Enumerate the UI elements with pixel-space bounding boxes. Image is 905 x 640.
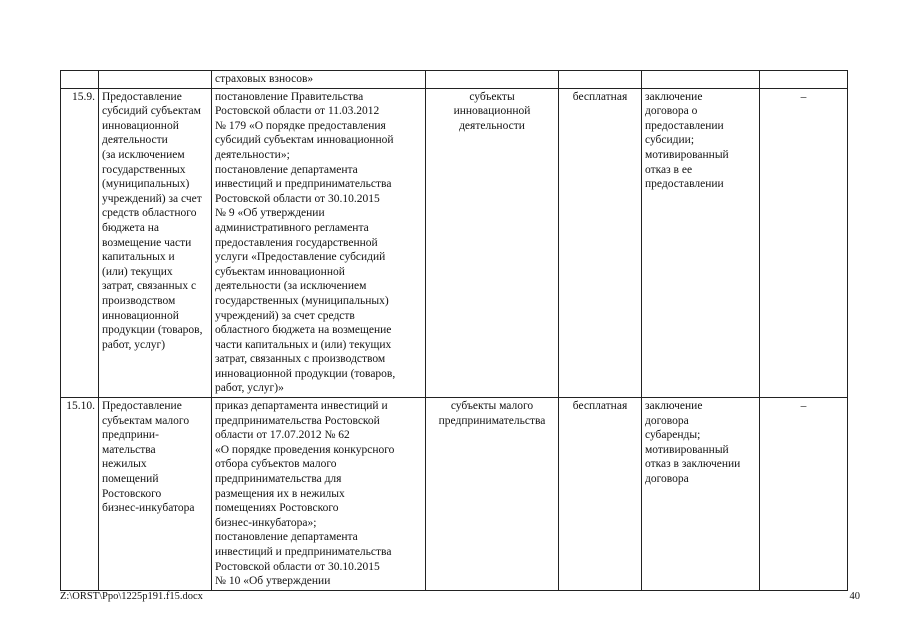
cell-law <box>212 398 426 591</box>
recipients-line: субъекты <box>469 90 515 103</box>
law-line: Ростовской области от 30.10.2015 <box>215 560 380 573</box>
law-line: инновационной продукции (товаров, <box>215 367 396 380</box>
law-line: государственных (муниципальных) <box>215 294 389 307</box>
table-row <box>61 88 848 397</box>
law-line: затрат, связанных с производством <box>215 353 386 366</box>
result-line: отказ в ее <box>645 163 693 176</box>
law-line: предоставления государственной <box>215 236 378 249</box>
law-line: постановление департамента <box>215 531 358 544</box>
service-line: помещений <box>102 473 159 486</box>
service-line: капитальных и <box>102 251 175 264</box>
cell-law <box>212 88 426 397</box>
law-line: «О порядке проведения конкурсного <box>215 443 395 456</box>
recipients-line: предпринимательства <box>438 414 546 427</box>
law-line: приказ департамента инвестиций и <box>215 400 388 413</box>
law-line: Ростовской области от 30.10.2015 <box>215 192 380 205</box>
law-line: отбора субъектов малого <box>215 458 337 471</box>
cell-cost <box>559 71 642 89</box>
service-line: инновационной <box>102 309 179 322</box>
service-line: деятельности <box>102 134 168 147</box>
result-line: заключение <box>645 400 703 413</box>
service-line: (или) текущих <box>102 265 173 278</box>
cell-recipients <box>426 71 559 89</box>
cell-cost: бесплатная <box>559 398 642 591</box>
cell-recipients <box>426 398 559 591</box>
cell-service <box>99 71 212 89</box>
result-line: предоставлении <box>645 178 724 191</box>
result-line: заключение <box>645 90 703 103</box>
law-line: работ, услуг)» <box>215 382 284 395</box>
law-line: областного бюджета на возмещение <box>215 324 392 337</box>
law-line: Ростовской области от 11.03.2012 <box>215 105 380 118</box>
recipients-line: инновационной <box>453 105 531 118</box>
law-line: помещениях Ростовского <box>215 502 339 515</box>
cell-num <box>61 71 99 89</box>
law-line: постановление департамента <box>215 163 358 176</box>
service-line: субъектам малого <box>102 414 190 427</box>
service-line: возмещение части <box>102 236 192 249</box>
service-line: Предоставление <box>102 400 182 413</box>
service-line: Ростовского <box>102 487 162 500</box>
service-line: Предоставление <box>102 90 182 103</box>
service-line: нежилых <box>102 458 147 471</box>
result-line: мотивированный <box>645 148 729 161</box>
result-line: договора <box>645 473 689 486</box>
service-line: учреждений) за счет <box>102 192 202 205</box>
table-row <box>61 398 848 591</box>
recipients-line: субъекты малого <box>450 400 534 413</box>
law-line: деятельности»; <box>215 148 290 161</box>
law-line: № 10 «Об утверждении <box>215 575 331 588</box>
law-line: части капитальных и (или) текущих <box>215 338 392 351</box>
cell-num: 15.10. <box>61 398 99 591</box>
cell-law <box>212 71 426 89</box>
law-line: учреждений) за счет средств <box>215 309 355 322</box>
service-line: средств областного <box>102 207 197 220</box>
cell-extra: – <box>760 88 848 397</box>
service-line: мательства <box>102 443 156 456</box>
result-line: субаренды; <box>645 429 701 442</box>
cell-result <box>642 88 760 397</box>
service-line: инновационной <box>102 119 179 132</box>
law-line: административного регламента <box>215 221 369 234</box>
cell-cost: бесплатная <box>559 88 642 397</box>
law-line: области от 17.07.2012 № 62 <box>215 429 350 442</box>
law-line: субсидий субъектам инновационной <box>215 134 394 147</box>
cell-extra: – <box>760 398 848 591</box>
service-line: производством <box>102 294 176 307</box>
service-line: затрат, связанных с <box>102 280 197 293</box>
law-line: № 179 «О порядке предоставления <box>215 119 386 132</box>
law-line: страховых взносов» <box>215 73 314 85</box>
cell-recipients <box>426 88 559 397</box>
law-line: деятельности (за исключением <box>215 280 367 293</box>
law-line: № 9 «Об утверждении <box>215 207 325 220</box>
law-line: постановление Правительства <box>215 90 364 103</box>
service-line: бизнес-инкубатора <box>102 502 195 515</box>
result-line: предоставлении <box>645 119 724 132</box>
result-line: отказ в заключении <box>645 458 741 471</box>
law-line: субъектам инновационной <box>215 265 345 278</box>
service-line: работ, услуг) <box>102 338 166 351</box>
law-line: услуги «Предоставление субсидий <box>215 251 386 264</box>
recipients-line: деятельности <box>459 119 525 132</box>
service-line: продукции (товаров, <box>102 324 203 337</box>
table-row-continuation <box>61 71 848 89</box>
service-line: (муниципальных) <box>102 178 190 191</box>
law-line: предпринимательства для <box>215 473 342 486</box>
cell-service <box>99 398 212 591</box>
result-line: договора о <box>645 105 698 118</box>
footer-file-path: Z:\ORST\Ppo\1225p191.f15.docx <box>60 591 203 602</box>
cell-service <box>99 88 212 397</box>
result-line: договора <box>645 414 689 427</box>
result-line: субсидии; <box>645 134 695 147</box>
result-line: мотивированный <box>645 443 729 456</box>
service-line: бюджета на <box>102 221 160 234</box>
cell-num: 15.9. <box>61 88 99 397</box>
service-line: субсидий субъектам <box>102 105 201 118</box>
law-line: инвестиций и предпринимательства <box>215 178 392 191</box>
service-line: государственных <box>102 163 186 176</box>
page-number: 40 <box>849 591 860 602</box>
cell-result <box>642 398 760 591</box>
service-line: (за исключением <box>102 148 185 161</box>
services-table <box>60 70 848 591</box>
law-line: размещения их в нежилых <box>215 487 345 500</box>
law-line: инвестиций и предпринимательства <box>215 546 392 558</box>
cell-result <box>642 71 760 89</box>
law-line: бизнес-инкубатора»; <box>215 516 317 529</box>
law-line: предпринимательства Ростовской <box>215 414 380 427</box>
service-line: предприни- <box>102 429 159 442</box>
cell-extra <box>760 71 848 89</box>
